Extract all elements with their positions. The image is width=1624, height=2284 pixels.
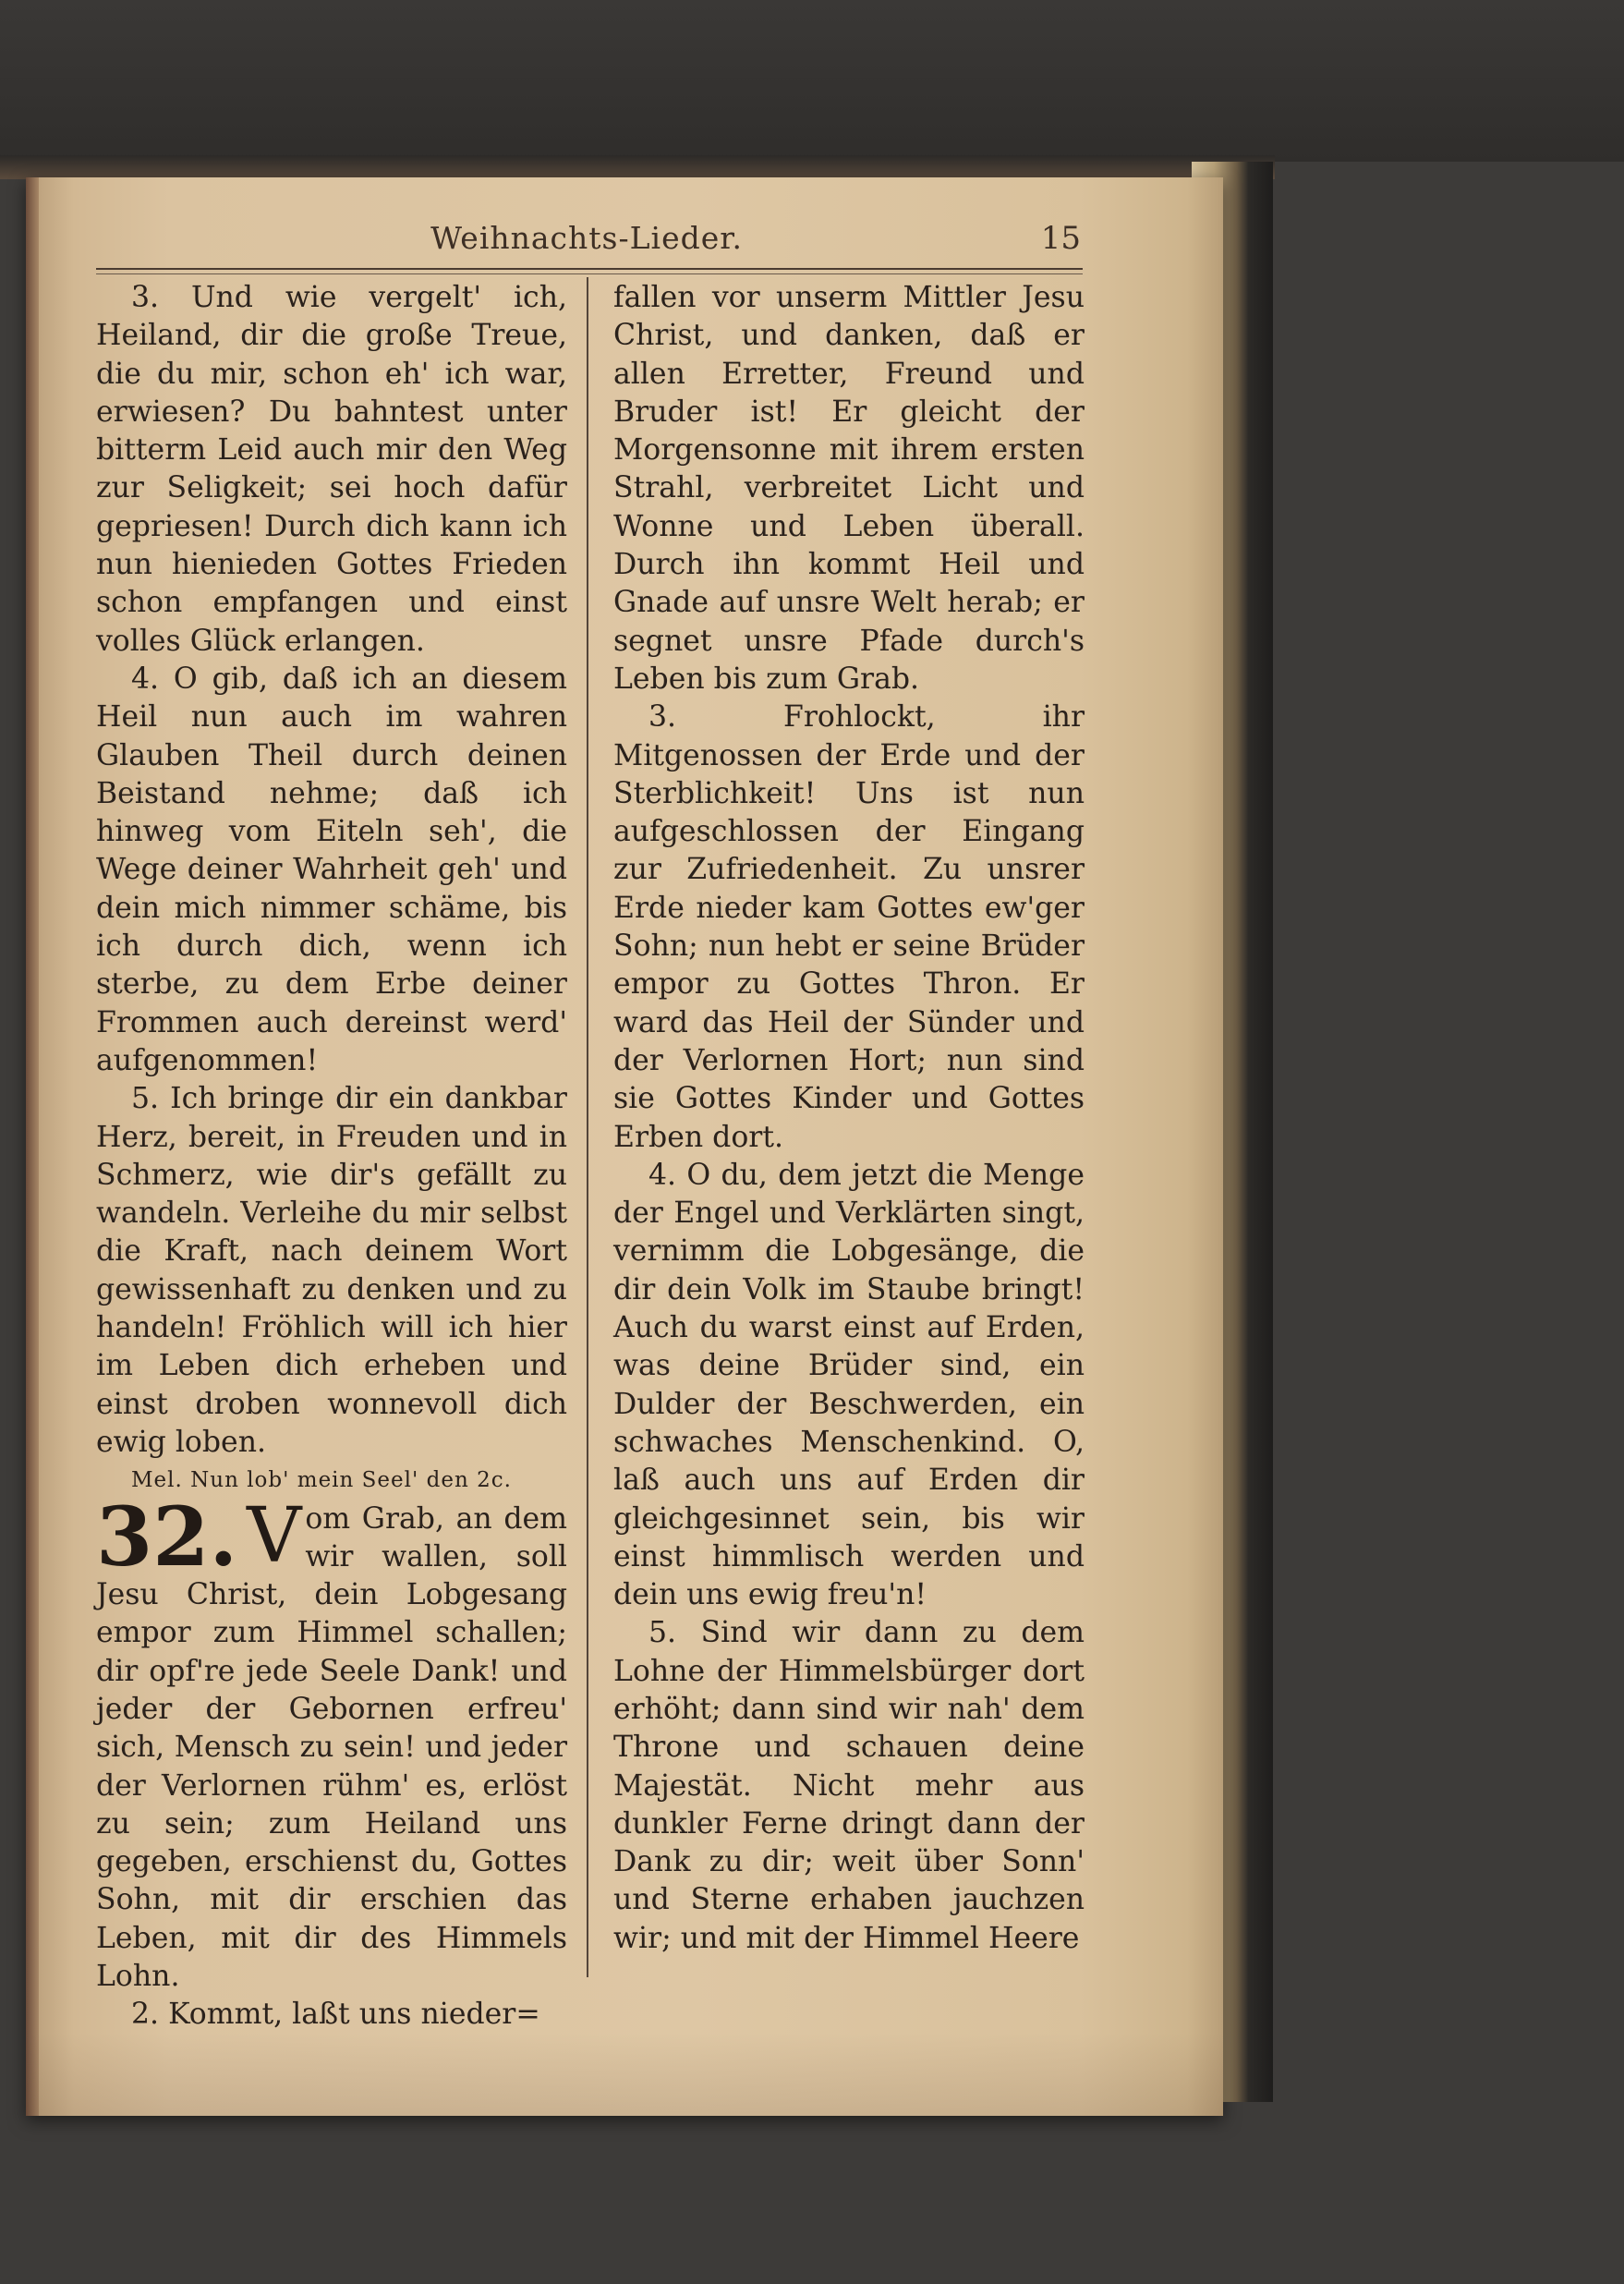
- stanza-3-left: 3. Und wie vergelt' ich, Heiland, dir die große Treue, die du mir, schon eh' ich war, erwiesen? Du bahntest unter bitterm Leid auch mir den Weg zur Seligkeit; sei hoch dafür gepriesen! Durch dich kann ich nun hienieden Gottes Frieden schon empfangen und einst volles Glück erlangen.: [96, 281, 567, 658]
- running-header: [92, 220, 1081, 261]
- stanza-5-left: 5. Ich bringe dir ein dankbar Herz, bereit, in Freuden und in Schmerz, wie dir's gefällt zu wandeln. Verleihe du mir selbst die Kraft, nach deinem Wort gewissenhaft zu denken und zu handeln! Fröhlich will ich hier im Leben dich erheben und einst droben wonnevoll dich ewig loben.: [96, 1082, 567, 1459]
- stanza-4-right: 4. O du, dem jetzt die Menge der Engel und Verklärten singt, vernimm die Lobgesänge, die dir dein Volk im Staube bringt! Auch du warst einst auf Erden, was deine Brüder sind, ein Dulder der Beschwerden, ein schwaches Menschenkind. O, laß auch uns auf Erden dir gleichgesinnet sein, bis wir einst himmlisch werden und dein uns ewig freu'n!: [613, 1158, 1085, 1612]
- running-title: Weihnachts-Lieder.: [430, 220, 743, 256]
- stanza-4-left: 4. O gib, daß ich an diesem Heil nun auch im wahren Glauben Theil durch deinen Beistand nehme; daß ich hinweg vom Eiteln seh', die Wege deiner Wahrheit geh' und dein mich nimmer schäme, bis ich durch dich, wenn ich sterbe, zu dem Erbe deiner Frommen auch dereinst werd' aufgenommen!: [96, 662, 567, 1077]
- hymn-32: [96, 1488, 567, 1997]
- column-divider: [587, 277, 588, 1977]
- page-number: 15: [1040, 220, 1081, 257]
- right-column: [613, 279, 1085, 1958]
- stanza-3-right: 3. Frohlockt, ihr Mitgenossen der Erde und der Sterblichkeit! Uns ist nun aufgeschlossen der Eingang zur Zufriedenheit. Zu unsrer Erde nieder kam Gottes ew'ger Sohn; nun hebt er seine Brüder empor zu Gottes Thron. Er ward das Heil der Sünder und der Verlornen Hort; nun sind sie Gottes Kinder und Gottes Erben dort.: [613, 700, 1085, 1154]
- hymn-32-stanza-1: om Grab, an dem wir wallen, soll Jesu Christ, dein Lobgesang empor zum Himmel schallen; dir opf're jede Seele Dank! und jeder der Gebornen erfreu' sich, Mensch zu sein! und jeder der Verlornen rühm' es, erlöst zu sein; zum Heiland uns gegeben, erschienst du, Gottes Sohn, mit dir erschien das Leben, mit dir des Himmels Lohn.: [96, 1501, 567, 1994]
- book-cover-edge: [0, 155, 1275, 179]
- page-shadow: [26, 2033, 1223, 2116]
- drop-cap: V: [247, 1491, 302, 1580]
- hymn-number: 32.: [96, 1488, 238, 1585]
- stanza-2-continuation: fallen vor unserm Mittler Jesu Christ, und danken, daß er allen Erretter, Freund und Bruder ist! Er gleicht der Morgensonne mit ihrem ersten Strahl, verbreitet Licht und Wonne und Leben überall. Durch ihn kommt Heil und Gnade auf unsre Welt herab; er segnet unsre Pfade durch's Leben bis zum Grab.: [613, 281, 1085, 696]
- stanza-5-right: 5. Sind wir dann zu dem Lohne der Himmelsbürger dort erhöht; dann sind wir nah' dem Throne und schauen deine Majestät. Nicht mehr aus dunkler Ferne dringt dann der Dank zu dir; weit über Sonn' und Sterne erhaben jauchzen wir; und mit der Himmel Heere: [613, 1616, 1085, 1955]
- header-rule: [96, 268, 1083, 274]
- hymn-32-stanza-2-start: 2. Kommt, laßt uns nieder=: [131, 1998, 540, 2032]
- left-column: [96, 279, 567, 2035]
- scan-background: [0, 0, 1624, 162]
- melody-line: Mel. Nun lob' mein Seel' den 2c.: [131, 1468, 512, 1493]
